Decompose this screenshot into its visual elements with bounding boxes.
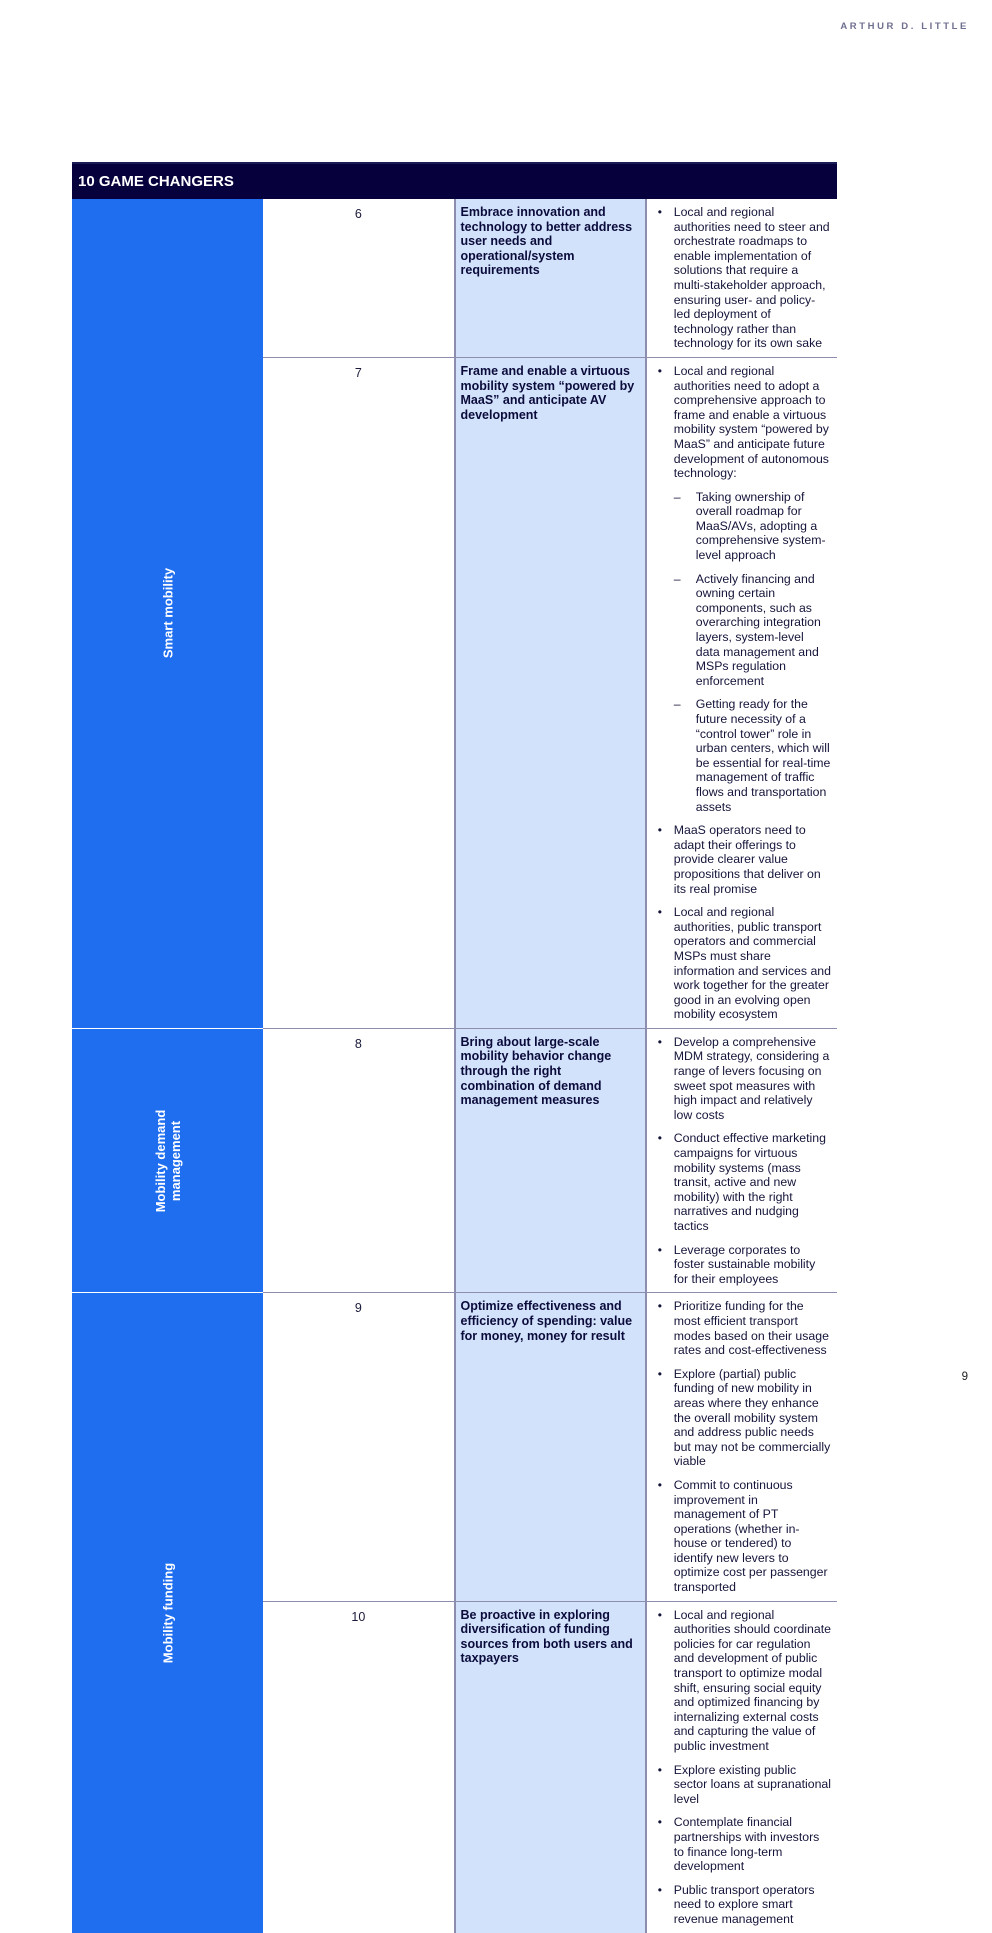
- list-item: • Develop a comprehensive MDM strategy, considering a range of levers focusing on sweet spot measures with high impact and relatively low costs: [655, 1035, 831, 1123]
- list-item: • Prioritize funding for the most efficient transport modes based on their usage rates and cost-effectiveness: [655, 1299, 831, 1357]
- sub-list-item: – Getting ready for the future necessity of a “control tower” role in urban centers, which will be essential for real-time management of traffic flows and transportation assets: [674, 697, 831, 814]
- list-item: • MaaS operators need to adapt their offerings to provide clearer value propositions that deliver on its real promise: [655, 823, 831, 896]
- category-label-line: Smart mobility: [160, 568, 176, 659]
- category-label: [153, 1109, 183, 1212]
- list-item: • Explore existing public sector loans at supranational level: [655, 1763, 831, 1807]
- row-number: 8: [263, 1028, 454, 1293]
- table-row: [72, 1293, 837, 1601]
- actions-cell: [646, 1293, 837, 1601]
- row-number: 10: [351, 1609, 366, 1624]
- actions-cell: [646, 357, 837, 1028]
- list-item: • Explore (partial) public funding of new mobility in areas where they enhance the overall mobility system and address public needs but may not be commercially viable: [655, 1367, 831, 1469]
- list-item: • Local and regional authorities need to adopt a comprehensive approach to frame and enable a virtuous mobility system “powered by MaaS” and anticipate future development of autonomous technology: – Taking ownership of overall roadmap for MaaS/AVs, adopting a comprehensive system-level approach – Actively financing and owning certain components, such as overarching integration layers, system-level data management and MSPs regulation enforcement – Getting ready for the future necessity of a “control tower” role in urban centers, which will be essential for real-time management of traffic flows and transportation assets: [655, 364, 831, 814]
- row-number: 7: [263, 357, 454, 1028]
- table-row: [72, 199, 837, 357]
- list-item: • Leverage corporates to foster sustainable mobility for their employees: [655, 1243, 831, 1287]
- actions-cell: [646, 199, 837, 357]
- table-row: [72, 1028, 837, 1293]
- game-changer-title: Bring about large-scale mobility behavior change through the right combination of demand management measures: [455, 1028, 646, 1293]
- sub-list-item: – Taking ownership of overall roadmap for MaaS/AVs, adopting a comprehensive system-level approach: [674, 490, 831, 563]
- list-item: • Public transport operators need to explore smart revenue management: [655, 1883, 831, 1927]
- category-mobility-funding: [72, 1293, 263, 1933]
- category-label: [160, 568, 175, 658]
- list-item: • Local and regional authorities should coordinate policies for car regulation and development of public transport to optimize modal shift, ensuring social equity and optimized financing by internalizing external costs and capturing the value of public investment: [655, 1608, 831, 1754]
- game-changer-title: Be proactive in exploring diversification of funding sources from both users and taxpayers: [455, 1601, 646, 1932]
- category-label-line: Mobility funding: [160, 1562, 176, 1664]
- list-item: • Commit to continuous improvement in management of PT operations (whether in-house or tendered) to identify new levers to optimize cost per passenger transported: [655, 1478, 831, 1595]
- game-changer-title: Optimize effectiveness and efficiency of spending: value for money, money for result: [455, 1293, 646, 1601]
- table-title: 10 GAME CHANGERS: [72, 163, 837, 199]
- row-number: 6: [263, 199, 454, 357]
- category-label: [160, 1563, 175, 1663]
- category-label-line: management: [167, 1120, 183, 1201]
- category-mobility-demand-management: [72, 1028, 263, 1293]
- page-number: 9: [961, 1371, 968, 1383]
- list-item: • Local and regional authorities need to steer and orchestrate roadmaps to enable implementation of solutions that require a multi-stakeholder approach, ensuring user- and policy-led deployment of technology rather than technology for its own sake: [655, 205, 831, 351]
- actions-cell: [646, 1601, 837, 1932]
- list-item: • Contemplate financial partnerships with investors to finance long-term development: [655, 1815, 831, 1873]
- game-changer-title: Embrace innovation and technology to better address user needs and operational/system requirements: [455, 199, 646, 357]
- game-changers-table: [72, 162, 837, 1933]
- sub-list-item: – Actively financing and owning certain components, such as overarching integration layers, system-level data management and MSPs regulation enforcement: [674, 572, 831, 689]
- category-label-line: Mobility demand: [152, 1109, 168, 1212]
- list-item: • Conduct effective marketing campaigns for virtuous mobility systems (mass transit, active and new mobility) with the right narratives and nudging tactics: [655, 1131, 831, 1233]
- row-number: 9: [263, 1293, 454, 1601]
- category-smart-mobility: [72, 199, 263, 1028]
- list-item: • Local and regional authorities, public transport operators and commercial MSPs must share information and services and work together for the greater good in an evolving open mobility ecosystem: [655, 905, 831, 1022]
- actions-cell: [646, 1028, 837, 1293]
- brand-logo-text: ARTHUR D. LITTLE: [840, 21, 969, 32]
- game-changer-title: Frame and enable a virtuous mobility system “powered by MaaS” and anticipate AV development: [455, 357, 646, 1028]
